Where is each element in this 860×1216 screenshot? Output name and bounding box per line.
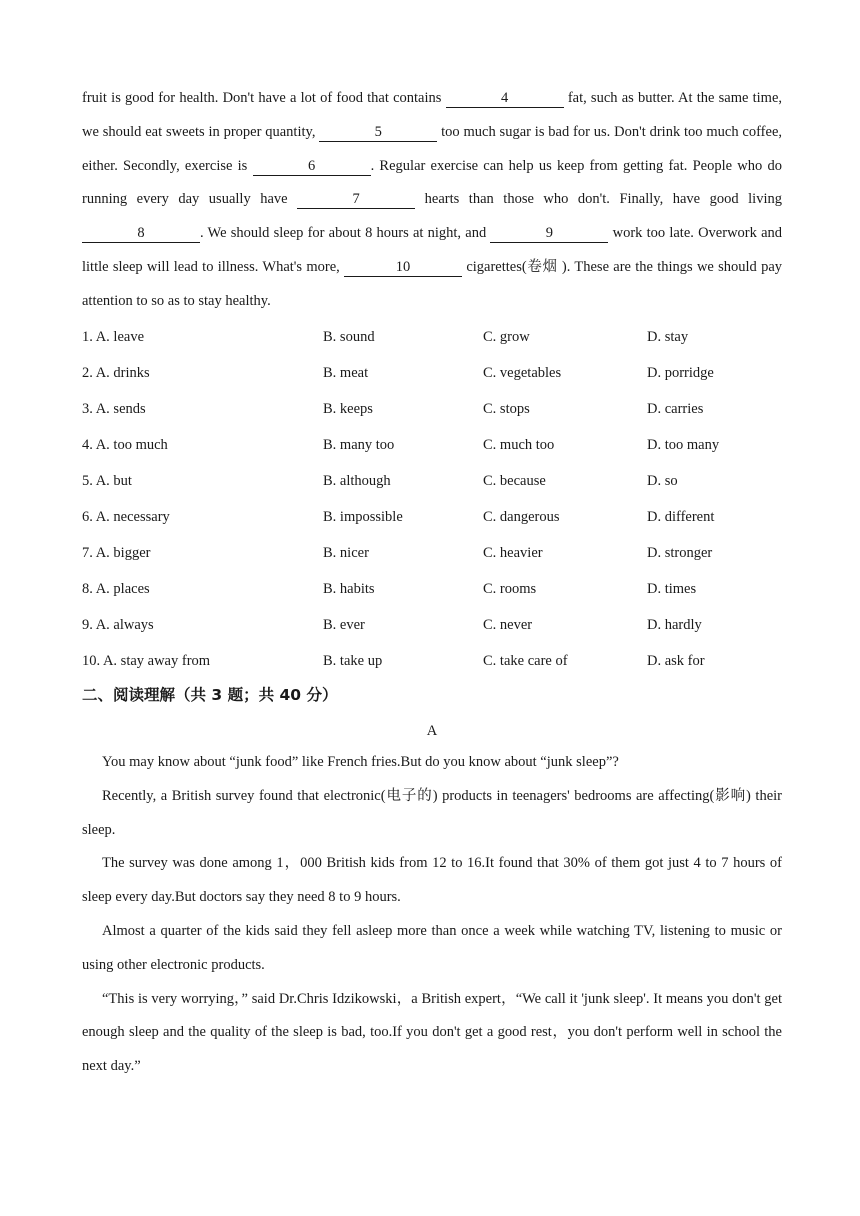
option-b: B. impossible — [323, 509, 403, 525]
option-row — [82, 321, 782, 357]
option-d: D. different — [647, 509, 715, 525]
option-row — [82, 357, 782, 393]
option-d: D. hardly — [647, 617, 702, 633]
options-list — [82, 321, 782, 681]
option-row — [82, 465, 782, 501]
option-c: C. take care of — [483, 653, 568, 669]
reading-paragraph: Almost a quarter of the kids said they fell asleep more than once a week while watching TV, listening to music or using other electronic products. — [82, 922, 782, 973]
passage-text: work too late. Overwork and little sleep will lead to illness. What's more, — [82, 225, 783, 275]
reading-paragraph: “This is very worrying，” said Dr.Chris Idzikowski，a British expert，“We call it 'junk sleep'. It means you don't get enough sleep and the quality of the sleep is bad, too.If you don't get a good rest，you don't perform well in school the next day.” — [82, 990, 782, 1075]
option-row — [82, 537, 782, 573]
option-a: 10. A. stay away from — [82, 653, 211, 669]
option-c: C. vegetables — [483, 365, 562, 381]
blank-5: 5 — [319, 123, 437, 142]
option-d: D. carries — [647, 401, 704, 417]
option-b: B. sound — [323, 329, 375, 345]
option-row — [82, 501, 782, 537]
reading-paragraph: Recently, a British survey found that electronic(电子的) products in teenagers' bedrooms are affecting(影响) their sleep. — [82, 787, 782, 838]
option-b: B. habits — [323, 581, 375, 597]
option-d: D. so — [647, 473, 678, 489]
option-c: C. rooms — [483, 581, 537, 597]
option-row — [82, 573, 782, 609]
option-a: 2. A. drinks — [82, 365, 150, 381]
option-a: 6. A. necessary — [82, 509, 170, 525]
option-c: C. because — [483, 473, 546, 489]
option-d: D. ask for — [647, 653, 705, 669]
passage-text: fat, such as butter. At the same time, we should eat sweets in proper quantity, — [82, 90, 783, 140]
option-b: B. many too — [323, 437, 395, 453]
option-a: 1. A. leave — [82, 329, 145, 345]
option-c: C. heavier — [483, 545, 543, 561]
option-row — [82, 609, 782, 645]
option-b: B. meat — [323, 365, 369, 381]
passage-text: fruit is good for health. Don't have a lot of food that contains — [82, 90, 442, 106]
option-a: 7. A. bigger — [82, 545, 151, 561]
cloze-passage — [82, 82, 782, 319]
passage-text: hearts than those who don't. Finally, have good living — [424, 191, 782, 208]
option-d: D. stronger — [647, 545, 713, 561]
passage-text: too much sugar is bad for us. Don't drink too much coffee, either. Secondly, exercise is — [82, 123, 783, 174]
option-d: D. stay — [647, 329, 689, 345]
passage-text: . Regular exercise can help us keep from getting fat. People who do running every day usually have — [82, 157, 782, 208]
option-c: C. dangerous — [483, 509, 560, 525]
option-a: 9. A. always — [82, 617, 154, 633]
blank-4: 4 — [446, 89, 564, 108]
option-a: 5. A. but — [82, 473, 132, 489]
option-a: 8. A. places — [82, 581, 150, 597]
blank-6: 6 — [253, 157, 371, 176]
option-b: B. although — [323, 473, 391, 489]
reading-paragraph: The survey was done among 1，000 British kids from 12 to 16.It found that 30% of them got just 4 to 7 hours of sleep every day.But doctors say they need 8 to 9 hours. — [82, 855, 782, 906]
option-b: B. nicer — [323, 545, 369, 561]
option-row — [82, 645, 782, 681]
option-b: B. ever — [323, 617, 365, 633]
reading-passage — [82, 746, 782, 1084]
option-c: C. grow — [483, 329, 530, 345]
option-c: C. never — [483, 617, 533, 633]
blank-7: 7 — [297, 190, 415, 209]
option-row — [82, 429, 782, 465]
option-d: D. too many — [647, 437, 720, 453]
option-b: B. keeps — [323, 401, 373, 417]
blank-9: 9 — [490, 224, 608, 243]
option-c: C. stops — [483, 401, 530, 417]
passage-text: . We should sleep for about 8 hours at night, and — [200, 225, 487, 242]
passage-label: A — [426, 723, 438, 739]
section-heading: 二、阅读理解（共 3 题；共 40 分） — [82, 686, 338, 704]
option-a: 4. A. too much — [82, 437, 168, 453]
option-b: B. take up — [323, 653, 383, 669]
option-a: 3. A. sends — [82, 401, 146, 417]
option-row — [82, 393, 782, 429]
blank-10: 10 — [344, 258, 462, 277]
reading-paragraph: You may know about “junk food” like French fries.But do you know about “junk sleep”? — [102, 754, 619, 770]
blank-8: 8 — [82, 224, 200, 243]
passage-text: cigarettes(卷烟 ). These are the things we should pay attention to so as to stay healthy. — [82, 258, 783, 309]
option-d: D. times — [647, 581, 697, 597]
option-c: C. much too — [483, 437, 555, 453]
option-d: D. porridge — [647, 365, 714, 381]
